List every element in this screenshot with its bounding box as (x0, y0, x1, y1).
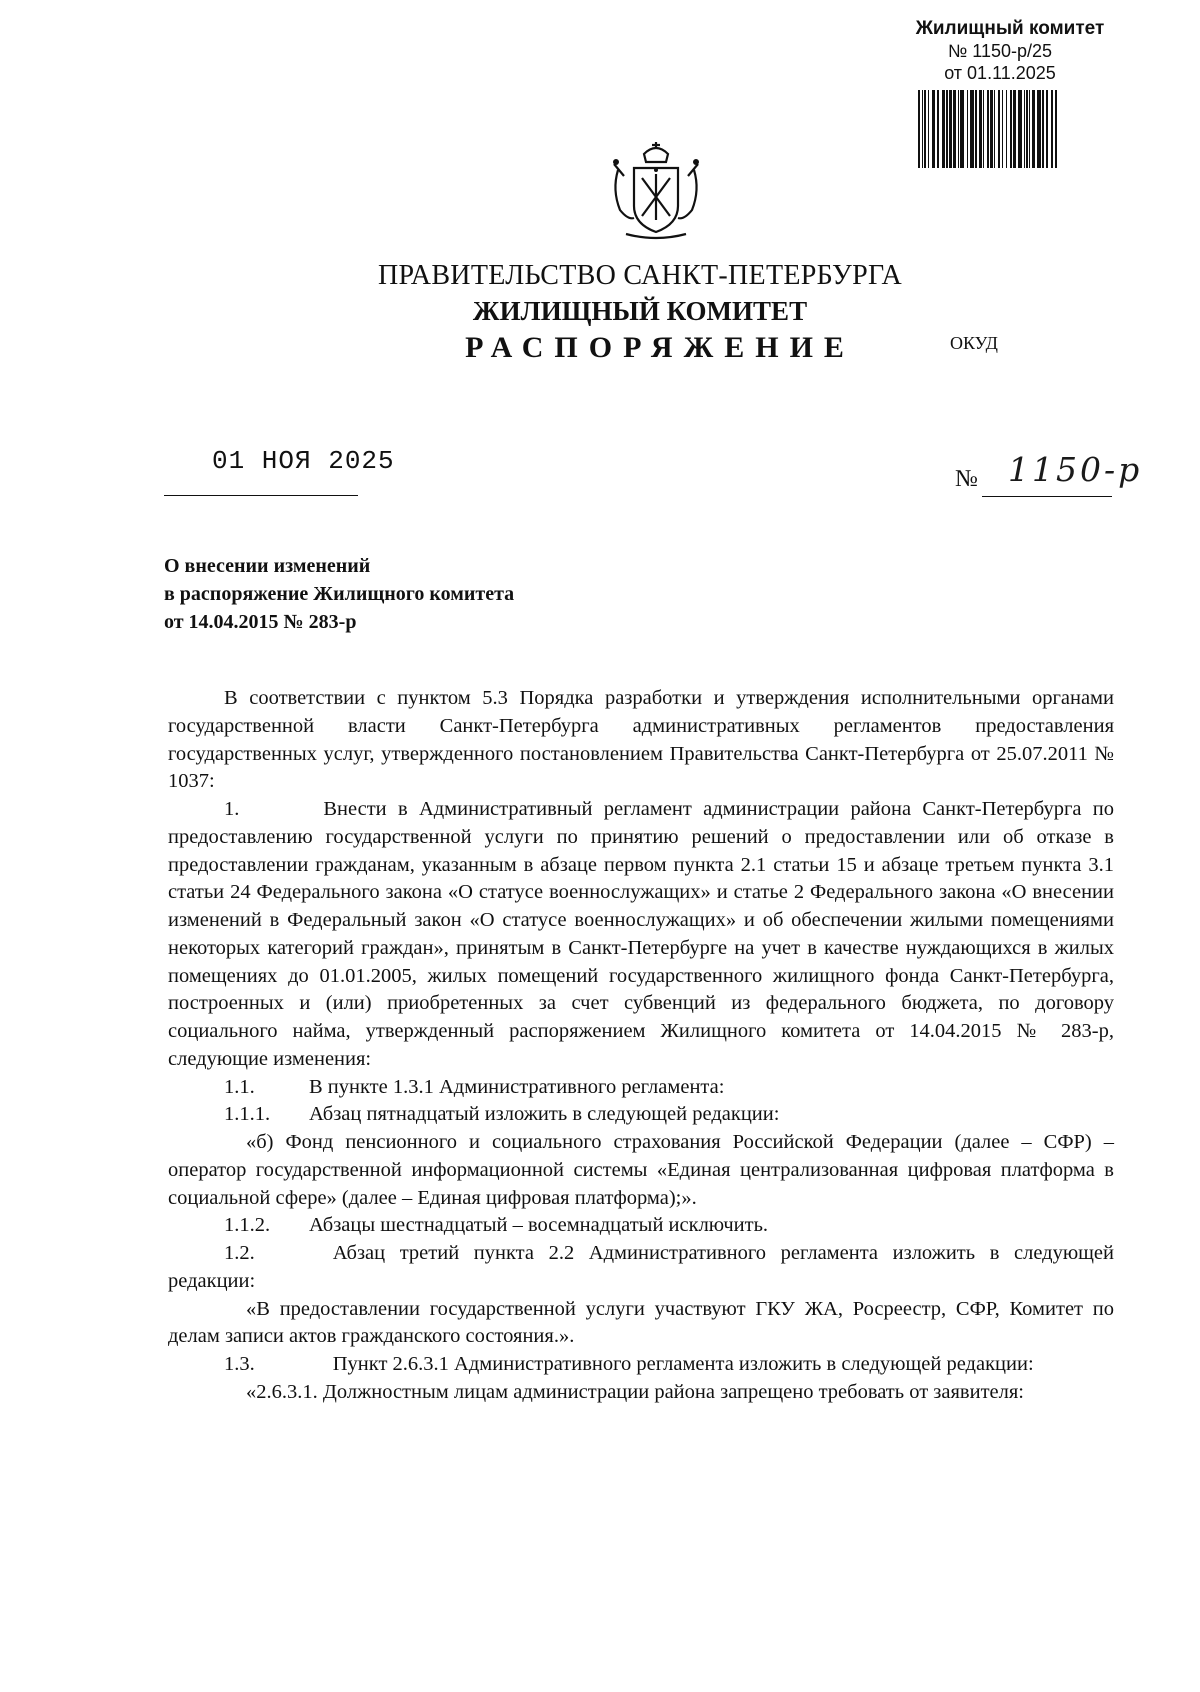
item-text: Абзац третий пункта 2.2 Административного регламента изложить в следующей редакции: (168, 1242, 1114, 1292)
item-number: 1.3. (224, 1353, 255, 1375)
item-number: 1.2. (224, 1242, 255, 1264)
paragraph-item-1 (168, 796, 1114, 1074)
document-date: 01 НОЯ 2025 (212, 446, 395, 476)
okud-label: ОКУД (950, 333, 998, 353)
barcode-icon (918, 90, 1060, 168)
paragraph-item-1-1 (168, 1074, 1114, 1102)
stamp-committee: Жилищный комитет (915, 18, 1105, 39)
quote-paragraph: «В предоставлении государственной услуги участвуют ГКУ ЖА, Росреестр, СФР, Комитет по делам записи актов гражданского состояния.». (168, 1297, 1114, 1348)
number-underline (982, 496, 1112, 497)
stamp-number: № 1150-р/25 (947, 41, 1053, 61)
stamp-date: от 01.11.2025 (944, 63, 1056, 83)
paragraph-item-1-1-1 (168, 1101, 1114, 1129)
coat-of-arms-icon (604, 140, 708, 244)
paragraph-item-1-1-2 (168, 1212, 1114, 1240)
document-body (168, 685, 1114, 1407)
date-underline (164, 495, 358, 496)
item-number: 1. (224, 798, 240, 820)
government-name: ПРАВИТЕЛЬСТВО САНКТ-ПЕТЕРБУРГА (378, 260, 902, 291)
document-type: РАСПОРЯЖЕНИЕ (465, 331, 855, 364)
document-number: 1150-р (1008, 450, 1143, 489)
paragraph-item-1-3 (168, 1351, 1114, 1379)
document-subject (164, 552, 724, 636)
quote-paragraph: «2.6.3.1. Должностным лицам администрации района запрещено требовать от заявителя: (246, 1380, 1024, 1403)
item-text: В пункте 1.3.1 Административного регламента: (309, 1075, 725, 1098)
subject-line: от 14.04.2015 № 283-р (164, 611, 357, 633)
paragraph-item-1-2 (168, 1240, 1114, 1296)
registration-stamp (890, 18, 1110, 84)
item-text: Внести в Административный регламент администрации района Санкт-Петербурга по предоставлению государственной услуги по принятию решений о предоставлении или об отказе в предоставлении гражданам, указанным в абзаце первом пункта 2.1 статьи 15 и абзаце третьем пункта 3.1 статьи 24 Федерального закона «О статусе военнослужащих» и статье 2 Федерального закона «О внесении изменений в Федеральный закон «О статусе военнослужащих» и об обеспечении жилыми помещениями некоторых категорий граждан», принятым в Санкт-Петербурге на учет в качестве нуждающихся в жилых помещениях до 01.01.2005, жилых помещений государственного жилищного фонда Санкт-Петербурга, построенных и (или) приобретенных за счет субвенций из федерального бюджета, по договору социального найма, утвержденный распоряжением Жилищного комитета от 14.04.2015 № 283-р, следующие изменения: (168, 798, 1114, 1070)
subject-line: в распоряжение Жилищного комитета (164, 583, 515, 605)
item-number: 1.1.2. (224, 1214, 271, 1237)
item-text: Абзацы шестнадцатый – восемнадцатый исключить. (309, 1214, 769, 1237)
item-text: Абзац пятнадцатый изложить в следующей редакции: (309, 1103, 780, 1126)
item-text: Пункт 2.6.3.1 Административного регламента изложить в следующей редакции: (332, 1353, 1034, 1375)
item-number: 1.1. (224, 1075, 255, 1098)
document-header (310, 258, 970, 368)
quote-paragraph: «б) Фонд пенсионного и социального страхования Российской Федерации (далее – СФР) – оператор государственной информационной системы «Единая централизованная цифровая платформа в социальной сфере» (далее – Единая цифровая платформа);». (168, 1131, 1114, 1209)
number-label: № (955, 466, 978, 492)
subject-line: О внесении изменений (164, 555, 371, 577)
committee-name: ЖИЛИЩНЫЙ КОМИТЕТ (472, 296, 808, 326)
item-number: 1.1.1. (224, 1103, 271, 1126)
intro-paragraph: В соответствии с пунктом 5.3 Порядка разработки и утверждения исполнительными органами государственной власти Санкт-Петербурга административных регламентов предоставления государственных услуг, утвержденного постановлением Правительства Санкт-Петербурга от 25.07.2011 № 1037: (168, 687, 1114, 793)
